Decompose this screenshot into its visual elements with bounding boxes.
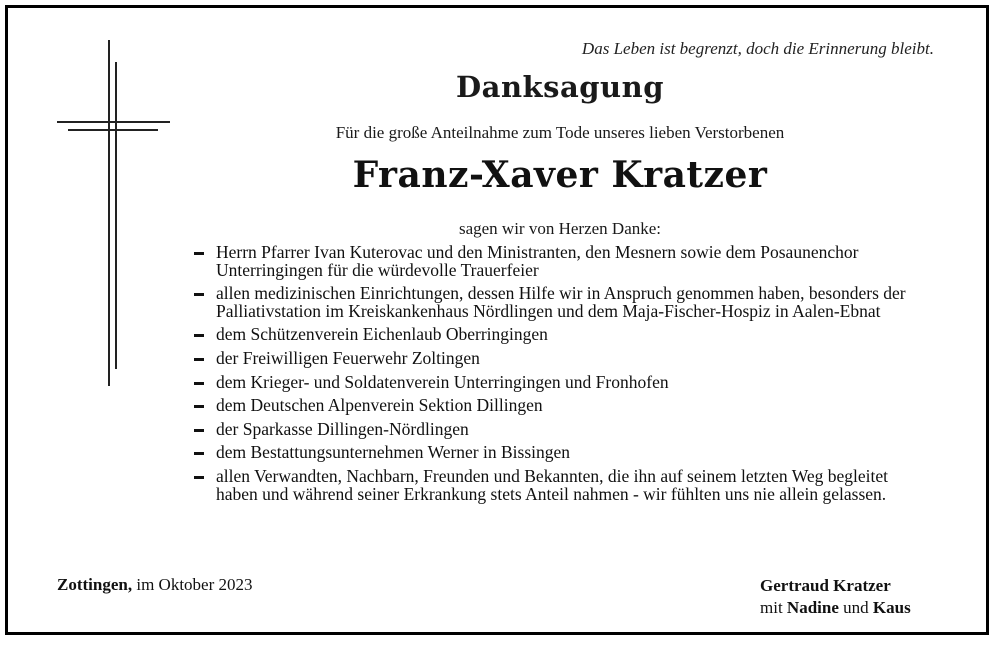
- list-item-text: der Freiwilligen Feuerwehr Zoltingen: [216, 347, 480, 368]
- list-item: [192, 347, 932, 368]
- dash-bullet-icon: [194, 429, 204, 432]
- motto: Das Leben ist begrenzt, doch die Erinnerung bleibt.: [581, 39, 934, 58]
- list-item-text: allen medizinischen Einrichtungen, dessen Hilfe wir in Anspruch genommen haben, besonders der Palliativstation im Kreiskankenhaus Nördlingen und dem Maja-Fischer-Hospiz in Aalen-Ebnat: [216, 283, 906, 321]
- list-item: [192, 285, 932, 320]
- intro-line: Für die große Anteilnahme zum Tode unseres lieben Verstorbenen: [335, 123, 785, 142]
- list-item-text: dem Krieger- und Soldatenverein Unterringingen und Fronhofen: [216, 371, 669, 392]
- child-name: Nadine: [786, 598, 839, 617]
- with-word: mit: [760, 598, 783, 617]
- list-item-text: dem Bestattungsunternehmen Werner in Bissingen: [216, 442, 571, 463]
- place-and-date: [57, 575, 253, 595]
- dash-bullet-icon: [194, 452, 204, 455]
- dash-bullet-icon: [194, 382, 204, 385]
- date: im Oktober 2023: [136, 575, 253, 594]
- signature-block: [760, 575, 911, 619]
- list-item: [192, 444, 932, 462]
- list-item-text: dem Schützenverein Eichenlaub Oberringingen: [216, 324, 548, 345]
- list-item-text: allen Verwandten, Nachbarn, Freunden und Bekannten, die ihn auf seinem letzten Weg begleitet haben und während seiner Erkrankung stets Anteil nahmen - wir fühlten uns nie allein gelassen.: [216, 465, 888, 504]
- family-line: [760, 597, 911, 619]
- dash-bullet-icon: [194, 476, 204, 479]
- place: Zottingen,: [57, 575, 133, 594]
- list-item: [192, 418, 932, 439]
- dash-bullet-icon: [194, 252, 204, 255]
- list-item: [192, 244, 932, 279]
- dash-bullet-icon: [194, 405, 204, 408]
- child-name: Kaus: [872, 598, 911, 617]
- list-item-text: dem Deutschen Alpenverein Sektion Dillingen: [216, 395, 543, 416]
- dash-bullet-icon: [194, 358, 204, 361]
- list-item: [192, 371, 932, 392]
- cross-vertical-bar-inner: [115, 62, 117, 369]
- thanks-list: [192, 244, 932, 509]
- list-item-text: Herrn Pfarrer Ivan Kuterovac und den Ministranten, den Mesnern sowie dem Posaunenchor Unterringingen für die würdevolle Trauerfeier: [216, 242, 859, 280]
- and-word: und: [843, 598, 869, 617]
- thanks-line: sagen wir von Herzen Danke:: [458, 219, 662, 238]
- list-item: [192, 465, 932, 504]
- notice-heading: Danksagung: [456, 70, 664, 104]
- list-item: [192, 326, 932, 344]
- list-item: [192, 397, 932, 415]
- list-item-text: der Sparkasse Dillingen-Nördlingen: [216, 418, 469, 439]
- signatory: Gertraud Kratzer: [760, 576, 891, 595]
- deceased-name: Franz-Xaver Kratzer: [352, 154, 768, 196]
- dash-bullet-icon: [194, 293, 204, 296]
- dash-bullet-icon: [194, 334, 204, 337]
